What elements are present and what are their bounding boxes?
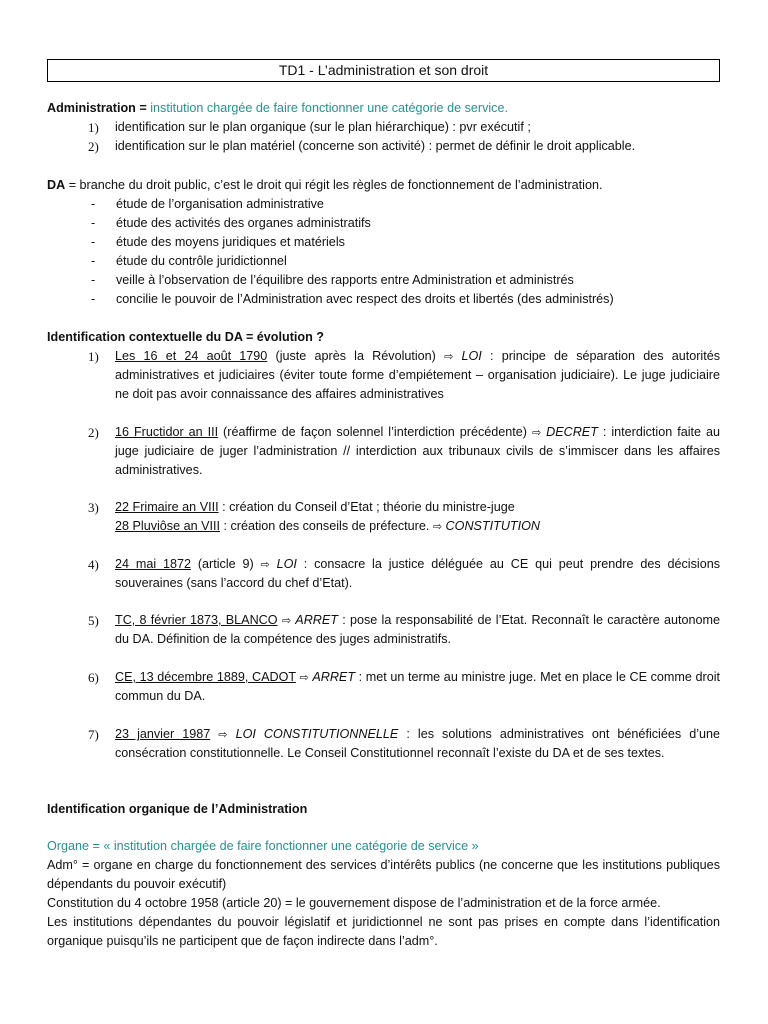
list-item xyxy=(88,195,720,214)
evolution-item-1 xyxy=(88,347,720,404)
da-definition xyxy=(47,176,720,195)
administration-definition xyxy=(47,99,720,118)
list-item xyxy=(88,118,720,137)
item-text: identification sur le plan matériel (concerne son activité) : permet de définir le droit applicable. xyxy=(115,139,636,153)
dash-bullet: - xyxy=(91,292,96,306)
item-number: 4) xyxy=(88,557,99,572)
item-text: étude du contrôle juridictionnel xyxy=(116,254,287,268)
item-kind: CONSTITUTION xyxy=(445,519,540,533)
item-number: 3) xyxy=(88,500,99,515)
item-text: étude des activités des organes administratifs xyxy=(116,216,371,230)
list-item xyxy=(88,137,720,156)
dash-bullet: - xyxy=(91,197,96,211)
list-item xyxy=(88,290,720,309)
document-title: TD1 - L’administration et son droit xyxy=(47,59,720,82)
item-date: Les 16 et 24 août 1790 xyxy=(115,349,268,363)
item-date: CE, 13 décembre 1889, CADOT xyxy=(115,670,296,684)
item-date: 22 Frimaire an VIII xyxy=(115,500,219,514)
evolution-item-6 xyxy=(88,668,720,706)
list-item xyxy=(88,271,720,290)
da-bullet-list xyxy=(88,195,720,309)
item-number: 1) xyxy=(88,349,99,364)
item-kind: LOI xyxy=(461,349,482,363)
dash-bullet: - xyxy=(91,254,96,268)
administration-list xyxy=(88,118,720,156)
paragraph: Les institutions dépendantes du pouvoir législatif et juridictionnel ne sont pas prises en compte dans l’identification organique puisqu’ils ne participent que de façon indirecte dans l’adm°. xyxy=(47,915,720,948)
arrow-icon: ⇨ xyxy=(260,558,270,571)
da-term: DA xyxy=(47,178,66,192)
arrow-icon: ⇨ xyxy=(218,728,228,741)
paragraph: Constitution du 4 octobre 1958 (article 20) = le gouvernement dispose de l’administration et de la force armée. xyxy=(47,896,661,910)
evolution-heading: Identification contextuelle du DA = évolution ? xyxy=(47,330,324,344)
item-number: 2) xyxy=(88,425,99,440)
item-text-2: : création des conseils de préfecture. xyxy=(220,519,433,533)
organique-body xyxy=(47,856,720,951)
item-kind: ARRET xyxy=(312,670,356,684)
item-number: 1) xyxy=(88,120,99,135)
dash-bullet: - xyxy=(91,216,96,230)
item-number: 5) xyxy=(88,613,99,628)
item-date: 23 janvier 1987 xyxy=(115,727,211,741)
list-item xyxy=(88,214,720,233)
item-pre: (article 9) xyxy=(191,557,261,571)
administration-term: Administration xyxy=(47,101,136,115)
arrow-icon: ⇨ xyxy=(281,614,292,627)
da-def: = branche du droit public, c’est le droit qui régit les règles de fonctionnement de l’administration. xyxy=(65,178,603,192)
item-number: 6) xyxy=(88,670,99,685)
item-number: 2) xyxy=(88,139,99,154)
evolution-item-3 xyxy=(88,498,720,536)
evolution-item-2 xyxy=(88,423,720,480)
item-kind: DECRET xyxy=(546,425,598,439)
arrow-icon: ⇨ xyxy=(432,520,443,533)
item-text: étude de l’organisation administrative xyxy=(116,197,324,211)
equals-sign: = xyxy=(135,101,151,115)
item-kind: ARRET xyxy=(295,613,338,627)
item-kind: LOI xyxy=(276,557,297,571)
dash-bullet: - xyxy=(91,235,96,249)
dash-bullet: - xyxy=(91,273,96,287)
item-text: : les solutions administratives ont bénéficiées d’une consécration constitutionnelle. Le Conseil Constitutionnel reconnaît l’existe du DA et de ses textes. xyxy=(115,727,721,760)
item-text: identification sur le plan organique (sur le plan hiérarchique) : pvr exécutif ; xyxy=(115,120,531,134)
arrow-icon: ⇨ xyxy=(444,350,454,363)
evolution-item-7 xyxy=(88,725,720,763)
item-pre: (juste après la Révolution) xyxy=(267,349,445,363)
administration-def: institution chargée de faire fonctionner une catégorie de service. xyxy=(150,101,508,115)
item-text: : pose la responsabilité de l’Etat. Reconnaît le caractère autonome du DA. Définition de la compétence des juges administratifs. xyxy=(115,613,720,646)
evolution-item-5 xyxy=(88,611,720,649)
evolution-item-4 xyxy=(88,555,720,593)
item-pre: (réaffirme de façon solennel l’interdiction précédente) xyxy=(218,425,532,439)
item-number: 7) xyxy=(88,727,99,742)
paragraph: Adm° = organe en charge du fonctionnement des services d’intérêts publics (ne concerne que les institutions publiques dépendants du pouvoir exécutif) xyxy=(47,858,720,891)
item-text: : principe de séparation des autorités administratives et judiciaires (éviter toute forme d’empiétement – organisation judiciaire). Le juge judiciaire ne doit pas avoir connaissance des affaires administratives xyxy=(115,349,720,401)
arrow-icon: ⇨ xyxy=(299,671,309,684)
list-item xyxy=(88,252,720,271)
list-item xyxy=(88,233,720,252)
organique-heading: Identification organique de l’Administration xyxy=(47,802,308,816)
item-text: concilie le pouvoir de l’Administration avec respect des droits et libertés (des administrés) xyxy=(116,292,614,306)
item-date: TC, 8 février 1873, BLANCO xyxy=(115,613,278,627)
item-date-2: 28 Pluviôse an VIII xyxy=(115,519,221,533)
item-text: : interdiction faite au juge judiciaire de juger l’administration // interdiction aux tribunaux civils de s’immiscer dans les affaires administratives. xyxy=(115,425,720,477)
item-text: : création du Conseil d’Etat ; théorie du ministre-juge xyxy=(218,500,515,514)
item-text: : met un terme au ministre juge. Met en place le CE comme droit commun du DA. xyxy=(115,670,720,703)
arrow-icon: ⇨ xyxy=(531,426,542,439)
item-kind: LOI CONSTITUTIONNELLE xyxy=(235,727,399,741)
item-text: : consacre la justice déléguée au CE qui peut prendre des décisions souveraines (sans l’accord du chef d’Etat). xyxy=(115,557,721,590)
item-text: veille à l’observation de l’équilibre des rapports entre Administration et administrés xyxy=(116,273,574,287)
item-date: 16 Fructidor an III xyxy=(115,425,219,439)
item-date: 24 mai 1872 xyxy=(115,557,192,571)
organe-definition: Organe = « institution chargée de faire fonctionner une catégorie de service » xyxy=(47,839,479,853)
item-text: étude des moyens juridiques et matériels xyxy=(116,235,345,249)
